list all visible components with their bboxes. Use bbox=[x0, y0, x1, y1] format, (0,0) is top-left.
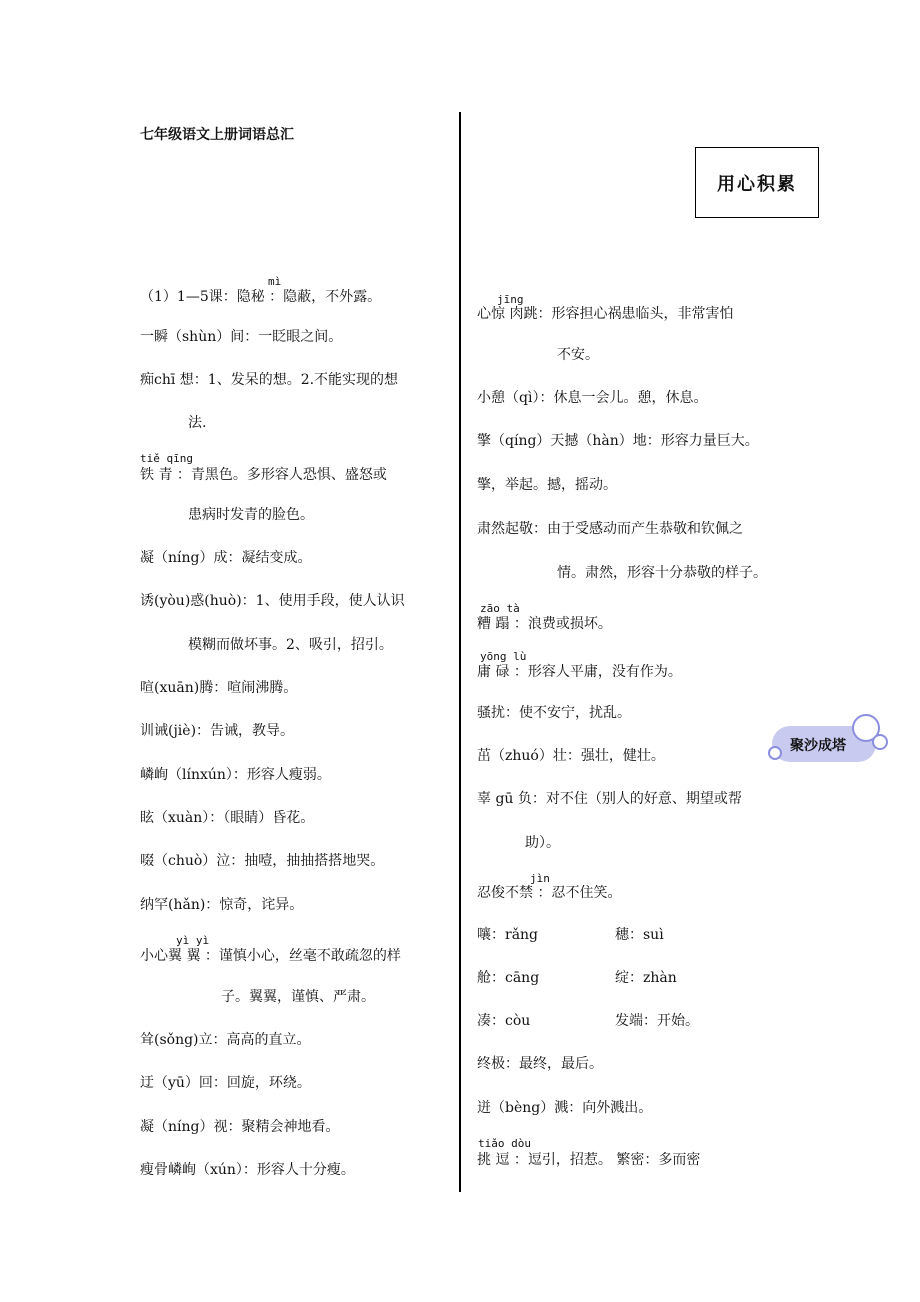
stamp-box: 用心积累 bbox=[695, 147, 819, 218]
ruby-annotation: zāo tà bbox=[480, 602, 520, 615]
ruby-annotation: tiǎo dòu bbox=[478, 1137, 531, 1150]
vocab-entry: 凝（níng）成：凝结变成。 bbox=[140, 550, 312, 566]
circle-icon bbox=[768, 746, 782, 760]
vocab-entry-cont: 法. bbox=[188, 415, 207, 431]
vocab-entry: 眩（xuàn）：（眼睛）昏花。 bbox=[140, 810, 315, 826]
vocab-entry-cont: 患病时发青的脸色。 bbox=[188, 507, 314, 523]
vocab-entry: 发端：开始。 bbox=[615, 1013, 699, 1029]
vocab-entry: 迂（yū）回：回旋，环绕。 bbox=[140, 1075, 311, 1091]
vocab-entry: 庸 碌 ：形容人平庸，没有作为。 bbox=[477, 664, 682, 680]
vocab-entry: 肃然起敬：由于受感动而产生恭敬和钦佩之 bbox=[477, 521, 743, 537]
vocab-entry: 嶙峋（línxún）：形容人瘦弱。 bbox=[140, 767, 331, 783]
vocab-entry: 训诫(jiè)：告诫，教导。 bbox=[140, 723, 295, 739]
page-title: 七年级语文上册词语总汇 bbox=[140, 127, 294, 143]
vocab-entry: 迸（bèng）溅：向外溅出。 bbox=[477, 1100, 653, 1116]
vocab-entry: 小心翼 翼 ：谨慎小心，丝毫不敢疏忽的样 bbox=[140, 948, 401, 964]
vocab-entry-cont: 情。肃然，形容十分恭敬的样子。 bbox=[557, 565, 767, 581]
badge-label: 聚沙成塔 bbox=[790, 738, 846, 754]
ruby-annotation: mì bbox=[268, 275, 282, 288]
vocab-entry: （1）1—5课：隐秘 ：隐蔽，不外露。 bbox=[140, 289, 382, 305]
vocab-entry: 凝（níng）视：聚精会神地看。 bbox=[140, 1119, 340, 1135]
pinyin-entry: 舱：cāng bbox=[477, 970, 540, 986]
vocab-entry: 茁（zhuó）壮：强壮，健壮。 bbox=[477, 748, 665, 764]
vocab-entry: 痴chī 想：1、发呆的想。2.不能实现的想 bbox=[140, 372, 399, 388]
column-divider bbox=[459, 112, 461, 1192]
vocab-entry: 诱(yòu)惑(huò)：1、使用手段，使人认识 bbox=[140, 593, 405, 609]
vocab-entry: 喧(xuān)腾：喧闹沸腾。 bbox=[140, 680, 298, 696]
vocab-entry-cont: 助）。 bbox=[525, 835, 560, 851]
vocab-entry: 纳罕(hǎn)：惊奇，诧异。 bbox=[140, 897, 304, 913]
ruby-annotation: yì yì bbox=[176, 934, 210, 947]
pinyin-entry: 穗：suì bbox=[615, 927, 664, 943]
vocab-entry: 小憩（qì）：休息一会儿。憩，休息。 bbox=[477, 390, 708, 406]
vocab-entry: 擎，举起。撼，摇动。 bbox=[477, 477, 617, 493]
ruby-annotation: jìn bbox=[530, 872, 550, 885]
vocab-entry: 骚扰：使不安宁，扰乱。 bbox=[477, 705, 631, 721]
vocab-entry: 终极：最终，最后。 bbox=[477, 1056, 603, 1072]
ruby-annotation: jīng bbox=[497, 293, 524, 306]
vocab-entry: 糟 蹋 ：浪费或损坏。 bbox=[477, 616, 612, 632]
vocab-entry: 啜（chuò）泣：抽噎，抽抽搭搭地哭。 bbox=[140, 853, 385, 869]
vocab-entry-cont: 子。翼翼，谨慎、严肃。 bbox=[221, 989, 375, 1005]
pinyin-entry: 绽：zhàn bbox=[615, 970, 677, 986]
badge-cloud bbox=[768, 714, 888, 762]
vocab-entry: 一瞬（shùn）间：一眨眼之间。 bbox=[140, 329, 343, 345]
pinyin-entry: 凑：còu bbox=[477, 1013, 531, 1029]
vocab-entry: 辜 gū 负：对不住（别人的好意、期望或帮 bbox=[477, 791, 742, 807]
vocab-entry: 忍俊不禁 ：忍不住笑。 bbox=[477, 885, 622, 901]
vocab-entry: 心惊 肉跳：形容担心祸患临头，非常害怕 bbox=[477, 306, 734, 322]
vocab-entry: 铁 青 ：青黑色。多形容人恐惧、盛怒或 bbox=[140, 467, 387, 483]
vocab-entry-cont: 不安。 bbox=[557, 347, 599, 363]
vocab-entry: 挑 逗 ：逗引，招惹。 繁密：多而密 bbox=[477, 1152, 701, 1168]
vocab-entry: 耸(sǒng)立：高高的直立。 bbox=[140, 1032, 311, 1048]
ruby-annotation: tiě qīng bbox=[140, 452, 193, 465]
vocab-entry: 瘦骨嶙峋（xún）：形容人十分瘦。 bbox=[140, 1162, 355, 1178]
circle-icon bbox=[872, 734, 888, 750]
pinyin-entry: 嚷：rǎng bbox=[477, 927, 539, 943]
vocab-entry-cont: 模糊而做坏事。2、吸引，招引。 bbox=[188, 637, 393, 653]
vocab-entry: 擎（qíng）天撼（hàn）地：形容力量巨大。 bbox=[477, 433, 759, 449]
ruby-annotation: yōng lù bbox=[480, 650, 527, 663]
